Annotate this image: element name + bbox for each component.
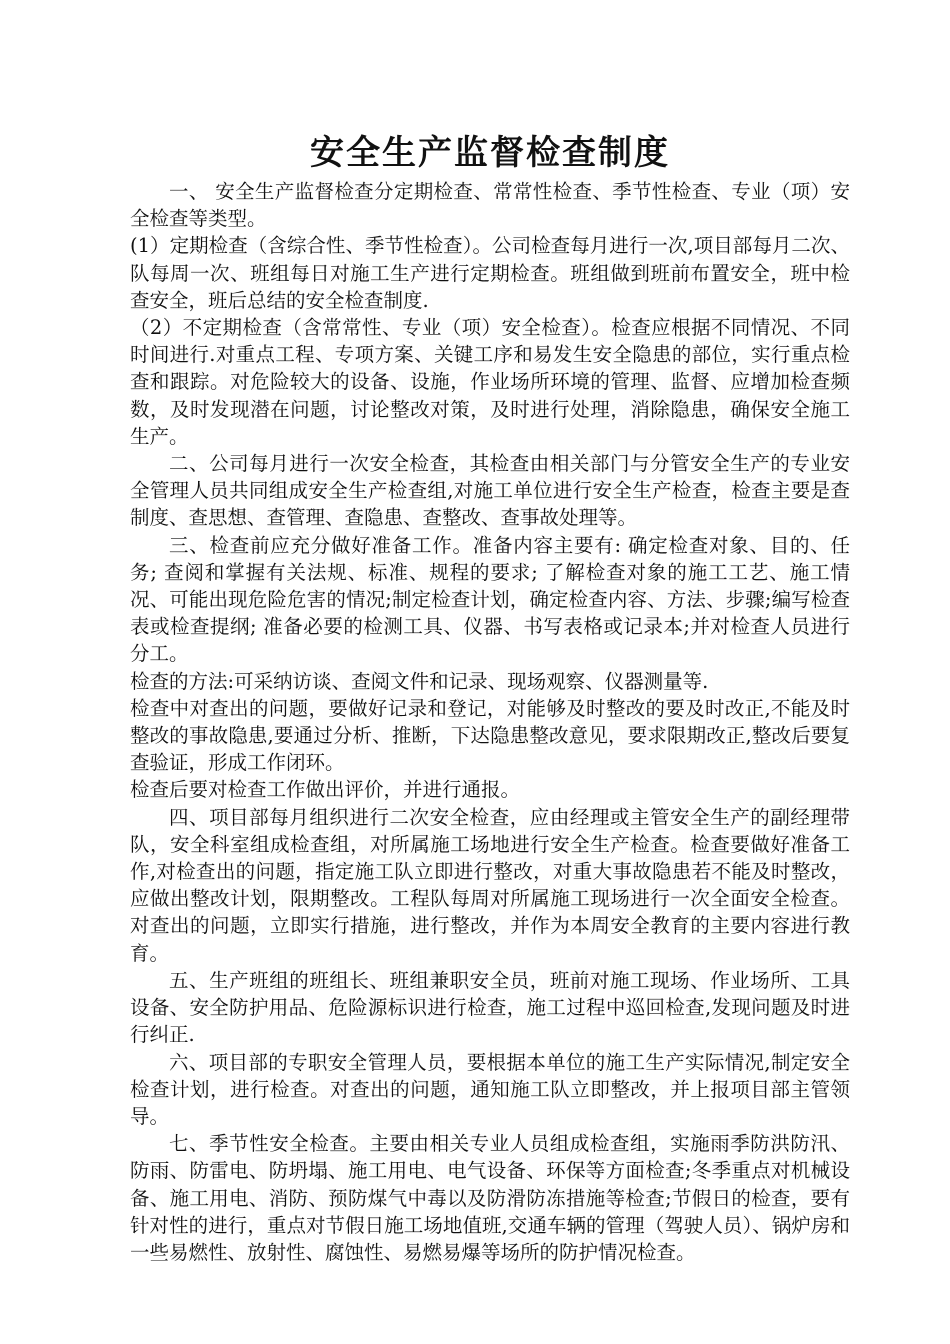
body-paragraph: 七、季节性安全检查。主要由相关专业人员组成检查组，实施雨季防洪防汛、防雨、防雷电、防坍塌、施工用电、电气设备、环保等方面检查;冬季重点对机械设备、施工用电、消防、预防煤气中毒以及防滑防冻措施等检查;节假日的检查，要有针对性的进行，重点对节假日施工场地值班,交通车辆的管理（驾驶人员）、锅炉房和一些易燃性、放射性、腐蚀性、易燃易爆等场所的防护情况检查。 [130,1132,850,1264]
body-paragraph: 检查中对查出的问题，要做好记录和登记，对能够及时整改的要及时改正,不能及时整改的事故隐患,要通过分析、推断，下达隐患整改意见，要求限期改正,整改后要复查验证，形成工作闭环。 [130,696,850,775]
body-paragraph: 二、公司每月进行一次安全检查，其检查由相关部门与分管安全生产的专业安全管理人员共同组成安全生产检查组,对施工单位进行安全生产检查，检查主要是查制度、查思想、查管理、查隐患、查整改、查事故处理等。 [130,452,850,530]
body-paragraph: 一、 安全生产监督检查分定期检查、常常性检查、季节性检查、专业（项）安全检查等类型。 [130,180,850,231]
document-page [130,128,850,1266]
body-paragraph: （2）不定期检查（含常常性、专业（项）安全检查）。检查应根据不同情况、不同时间进行.对重点工程、专项方案、关键工序和易发生安全隐患的部位，实行重点检查和跟踪。对危险较大的设备、设施，作业场所环境的管理、监督、应增加检查频数，及时发现潜在问题，讨论整改对策，及时进行处理，消除隐患，确保安全施工生产。 [130,316,850,448]
body-paragraph: 三、检查前应充分做好准备工作。准备内容主要有: 确定检查对象、目的、任务; 查阅和掌握有关法规、标准、规程的要求; 了解检查对象的施工工艺、施工情况、可能出现危险危害的情况;制定检查计划，确定检查内容、方法、步骤;编写检查表或检查提纲; 准备必要的检测工具、仪器、书写表格或记录本;并对检查人员进行分工。 [130,533,850,666]
body-paragraph: 检查的方法:可采纳访谈、查阅文件和记录、现场观察、仪器测量等. [130,669,709,693]
body-paragraph: 检查后要对检查工作做出评价，并进行通报。 [130,778,521,802]
body-paragraph: 五、生产班组的班组长、班组兼职安全员，班前对施工现场、作业场所、工具设备、安全防护用品、危险源标识进行检查，施工过程中巡回检查,发现问题及时进行纠正. [130,968,850,1047]
body-paragraph: (1）定期检查（含综合性、季节性检查）。公司检查每月进行一次,项目部每月二次、队每周一次、班组每日对施工生产进行定期检查。班组做到班前布置安全，班中检查安全，班后总结的安全检查制度. [130,234,850,312]
document-body [130,178,850,1266]
body-paragraph: 四、项目部每月组织进行二次安全检查，应由经理或主管安全生产的副经理带队，安全科室组成检查组，对所属施工场地进行安全生产检查。检查要做好准备工作,对检查出的问题，指定施工队立即进行整改，对重大事故隐患若不能及时整改，应做出整改计划，限期整改。工程队每周对所属施工现场进行一次全面安全检查。对查出的问题，立即实行措施，进行整改，并作为本周安全教育的主要内容进行教育。 [130,805,850,965]
body-paragraph: 六、项目部的专职安全管理人员，要根据本单位的施工生产实际情况,制定安全检查计划，进行检查。对查出的问题，通知施工队立即整改，并上报项目部主管领导。 [130,1050,850,1128]
document-title: 安全生产监督检查制度 [310,133,670,173]
